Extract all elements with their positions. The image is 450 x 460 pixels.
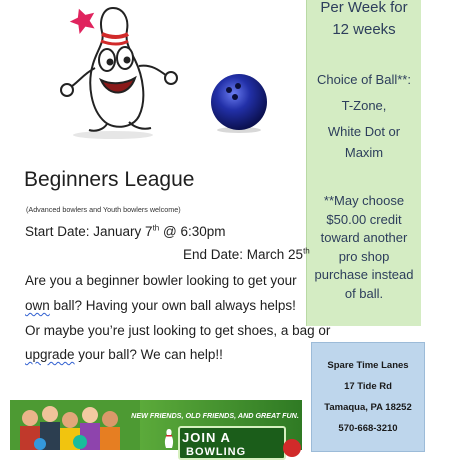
paragraph-text: ball? Having your own ball always helps! [49,298,296,313]
end-date-suffix: th [303,246,310,256]
contact-phone: 570-668-3210 [338,423,398,434]
promo-credit-line: $50.00 credit [326,211,402,227]
paragraph-line [25,298,296,313]
contact-name: Spare Time Lanes [327,360,409,371]
bowling-ball-icon [205,70,275,135]
promo-panel [306,0,421,326]
spellcheck-word: upgrade [25,347,75,362]
promo-credit-line: pro shop [338,248,390,264]
bowling-pin-icon [162,428,176,450]
banner-bowling-text: BOWLING [186,446,247,458]
promo-per-week-line: Per Week for [320,0,408,16]
spellcheck-word: own [25,298,50,313]
promo-credit-line: toward another [320,230,408,245]
start-date-text: Start Date: January 7 [25,224,153,239]
end-date [183,247,310,262]
promo-ball-option: White Dot or [327,124,401,139]
bowlers-group-photo-icon [10,400,140,450]
red-bowling-ball-icon [282,438,302,452]
promo-credit-line: purchase instead [314,267,414,282]
contact-box [311,342,425,452]
promo-choice-label: Choice of Ball**: [317,72,411,87]
promo-weeks-line: 12 weeks [332,21,396,38]
page-subtitle: (Advanced bowlers and Youth bowlers welcome) [26,205,181,214]
promo-credit-line: of ball. [344,285,384,301]
page-title: Beginners League [24,168,195,191]
promo-ball-option: Maxim [344,145,384,160]
end-date-text: End Date: March 25 [183,247,304,262]
start-date-time: @ 6:30pm [159,224,226,239]
paragraph-text: your ball? We can help!! [74,347,223,362]
contact-city: Tamaqua, PA 18252 [324,402,412,413]
start-date-suffix: th [152,223,160,233]
promo-ball-option: T-Zone, [341,98,387,113]
promo-per-week [307,0,421,41]
paragraph-line [25,347,223,362]
promo-banner [10,400,302,458]
paragraph-line: Or maybe you’re just looking to get shoes, a bag or [25,323,331,338]
start-date [25,224,225,239]
promo-credit-line: **May choose [323,193,405,208]
contact-address: 17 Tide Rd [344,381,392,392]
paragraph-line: Are you a beginner bowler looking to get your [25,273,297,288]
promo-credit-note [307,192,421,303]
bowling-pin-mascot-icon [55,0,195,140]
banner-tagline: NEW FRIENDS, OLD FRIENDS, AND GREAT FUN. [131,411,299,420]
banner-join-text: JOIN A [182,430,231,445]
